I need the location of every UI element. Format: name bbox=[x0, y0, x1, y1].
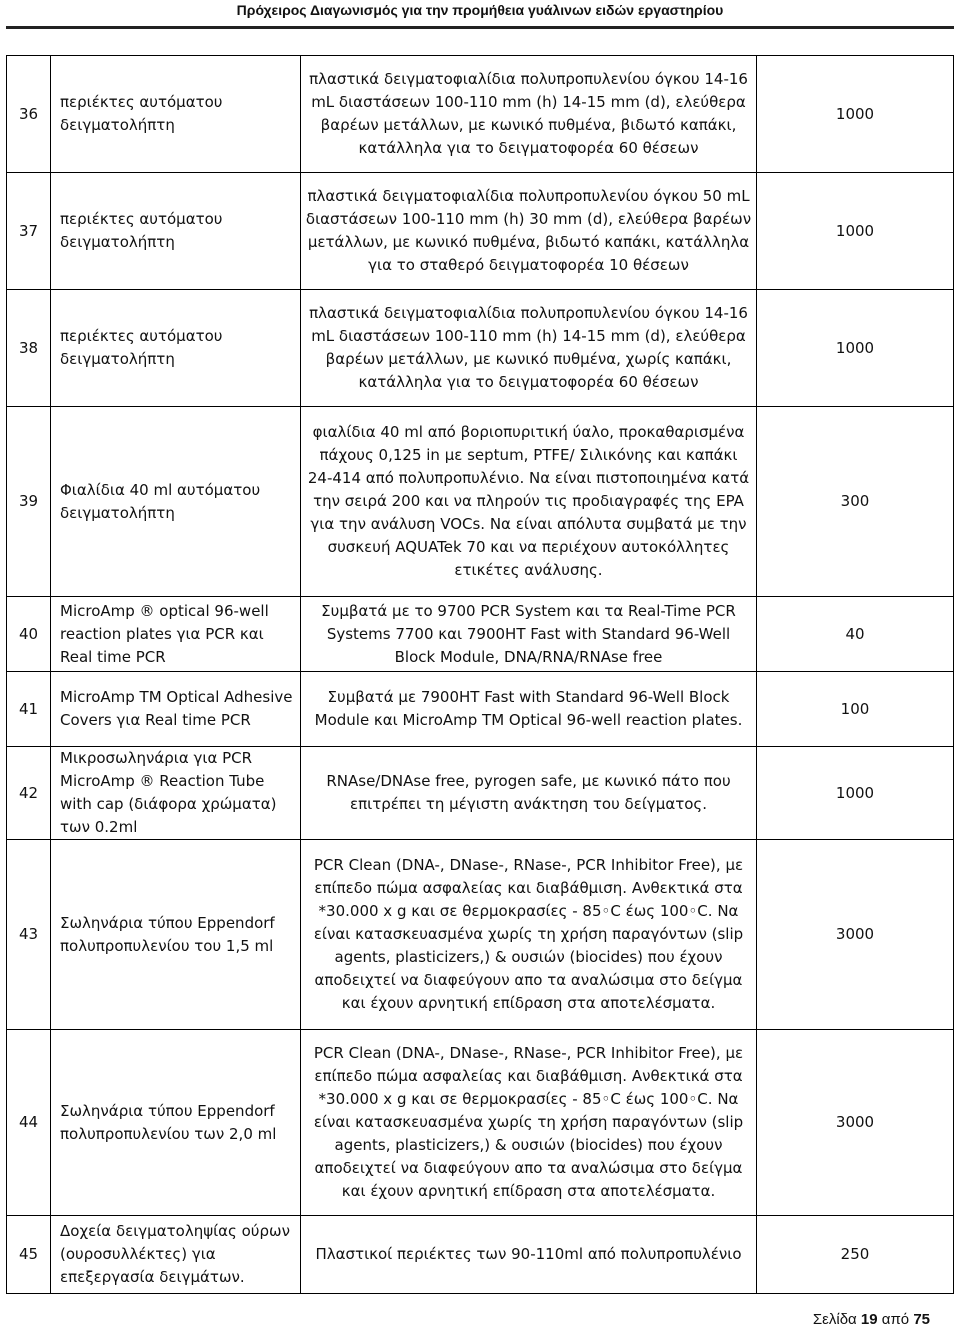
page-separator: από bbox=[881, 1311, 910, 1328]
item-specification: φιαλίδια 40 ml από βοριοπυριτική ύαλο, προκαθαρισμένα πάχους 0,125 in με septum, PTFE/ Σιλικόνης και καπάκι 24-414 από πολυπροπυλένιο. Να είναι πιστοποιημένα κατά την σειρά 200 και να πληρούν τις προδιαγραφές της EPA για την ανάλυση VOCs. Να είναι απόλυτα συμβατά με την συσκευή AQUATek 70 και να περιέχουν αυτοκόλλητες ετικέτες ανάλυσης. bbox=[301, 407, 757, 597]
item-number: 37 bbox=[7, 173, 51, 290]
item-number: 40 bbox=[7, 597, 51, 672]
item-number: 36 bbox=[7, 56, 51, 173]
item-description: Δοχεία δειγματοληψίας ούρων (ουροσυλλέκτες) για επεξεργασία δειγμάτων. bbox=[51, 1216, 301, 1294]
table-row bbox=[7, 290, 954, 407]
item-specification: πλαστικά δειγματοφιαλίδια πολυπροπυλενίου όγκου 14-16 mL διαστάσεων 100-110 mm (h) 14-15 mm (d), ελεύθερα βαρέων μετάλλων, με κωνικό πυθμένα, βιδωτό καπάκι, κατάλληλα για το δειγματοφορέα 60 θέσεων bbox=[301, 56, 757, 173]
item-description: MicroAmp TM Optical Adhesive Covers για Real time PCR bbox=[51, 672, 301, 747]
page-total: 75 bbox=[913, 1311, 930, 1328]
document-header: Πρόχειρος Διαγωνισμός για την προμήθεια γυάλινων ειδών εργαστηρίου bbox=[236, 2, 724, 18]
item-number: 41 bbox=[7, 672, 51, 747]
item-description: Μικροσωληνάρια για PCR MicroAmp ® Reaction Tube with cap (διάφορα χρώματα) των 0.2ml bbox=[51, 747, 301, 840]
table-row bbox=[7, 747, 954, 840]
item-specification: RNAse/DNAse free, pyrogen safe, με κωνικό πάτο που επιτρέπει τη μέγιστη ανάκτηση του δείγματος. bbox=[301, 747, 757, 840]
table-row bbox=[7, 840, 954, 1030]
item-number: 45 bbox=[7, 1216, 51, 1294]
page-word: Σελίδα bbox=[812, 1311, 857, 1328]
page-current: 19 bbox=[860, 1311, 878, 1328]
table-row bbox=[7, 672, 954, 747]
item-description: Φιαλίδια 40 ml αυτόματου δειγματολήπτη bbox=[51, 407, 301, 597]
header-rule bbox=[6, 26, 954, 29]
item-description: περιέκτες αυτόματου δειγματολήπτη bbox=[51, 56, 301, 173]
item-specification: πλαστικά δειγματοφιαλίδια πολυπροπυλενίου όγκου 14-16 mL διαστάσεων 100-110 mm (h) 14-15 mm (d), ελεύθερα βαρέων μετάλλων, με κωνικό πυθμένα, χωρίς καπάκι, κατάλληλα για το δειγματοφορέα 60 θέσεων bbox=[301, 290, 757, 407]
item-description: περιέκτες αυτόματου δειγματολήπτη bbox=[51, 173, 301, 290]
item-number: 39 bbox=[7, 407, 51, 597]
table-row bbox=[7, 407, 954, 597]
item-specification: Συμβατά με το 9700 PCR System και τα Real-Time PCR Systems 7700 και 7900HT Fast with Standard 96-Well Block Module, DNA/RNA/RNAse free bbox=[301, 597, 757, 672]
item-quantity: 250 bbox=[757, 1216, 954, 1294]
table-row bbox=[7, 1216, 954, 1294]
item-quantity: 1000 bbox=[757, 290, 954, 407]
item-specification: PCR Clean (DNA-, DNase-, RNase-, PCR Inhibitor Free), με επίπεδο πώμα ασφαλείας και διαβάθμιση. Ανθεκτικά στα *30.000 x g και σε θερμοκρασίες - 85◦C έως 100◦C. Να είναι κατασκευασμένα χωρίς τη χρήση παραγόντων (slip agents, plasticizers,) & ουσιών (biocides) που έχουν αποδειχτεί να διαφεύγουν απο τα αναλώσιμα στο δείγμα και έχουν αρνητική επίδραση στα αποτελέσματα. bbox=[301, 840, 757, 1030]
item-quantity: 100 bbox=[757, 672, 954, 747]
item-specification: πλαστικά δειγματοφιαλίδια πολυπροπυλενίου όγκου 50 mL διαστάσεων 100-110 mm (h) 30 mm (d), ελεύθερα βαρέων μετάλλων, με κωνικό πυθμένα, βιδωτό καπάκι, κατάλληλα για το σταθερό δειγματοφορέα 10 θέσεων bbox=[301, 173, 757, 290]
item-specification: PCR Clean (DNA-, DNase-, RNase-, PCR Inhibitor Free), με επίπεδο πώμα ασφαλείας και διαβάθμιση. Ανθεκτικά στα *30.000 x g και σε θερμοκρασίες - 85◦C έως 100◦C. Να είναι κατασκευασμένα χωρίς τη χρήση παραγόντων (slip agents, plasticizers,) & ουσιών (biocides) που έχουν αποδειχτεί να διαφεύγουν απο τα αναλώσιμα στο δείγμα και έχουν αρνητική επίδραση στα αποτελέσματα. bbox=[301, 1030, 757, 1216]
item-specification: Πλαστικοί περιέκτες των 90-110ml από πολυπροπυλένιο bbox=[301, 1216, 757, 1294]
item-number: 44 bbox=[7, 1030, 51, 1216]
table-row bbox=[7, 1030, 954, 1216]
item-number: 42 bbox=[7, 747, 51, 840]
items-table bbox=[6, 55, 954, 1294]
table-row bbox=[7, 597, 954, 672]
table-row bbox=[7, 173, 954, 290]
item-quantity: 1000 bbox=[757, 747, 954, 840]
item-specification: Συμβατά με 7900HT Fast with Standard 96-Well Block Module και MicroAmp TM Optical 96-well reaction plates. bbox=[301, 672, 757, 747]
item-quantity: 3000 bbox=[757, 1030, 954, 1216]
item-quantity: 1000 bbox=[757, 173, 954, 290]
page-number bbox=[813, 1311, 930, 1328]
item-description: Σωληνάρια τύπου Eppendorf πολυπροπυλενίου του 1,5 ml bbox=[51, 840, 301, 1030]
item-description: Σωληνάρια τύπου Eppendorf πολυπροπυλενίου των 2,0 ml bbox=[51, 1030, 301, 1216]
item-number: 38 bbox=[7, 290, 51, 407]
item-quantity: 3000 bbox=[757, 840, 954, 1030]
item-description: περιέκτες αυτόματου δειγματολήπτη bbox=[51, 290, 301, 407]
item-description: MicroAmp ® optical 96-well reaction plates για PCR και Real time PCR bbox=[51, 597, 301, 672]
table-row bbox=[7, 56, 954, 173]
item-quantity: 1000 bbox=[757, 56, 954, 173]
item-number: 43 bbox=[7, 840, 51, 1030]
item-quantity: 40 bbox=[757, 597, 954, 672]
item-quantity: 300 bbox=[757, 407, 954, 597]
